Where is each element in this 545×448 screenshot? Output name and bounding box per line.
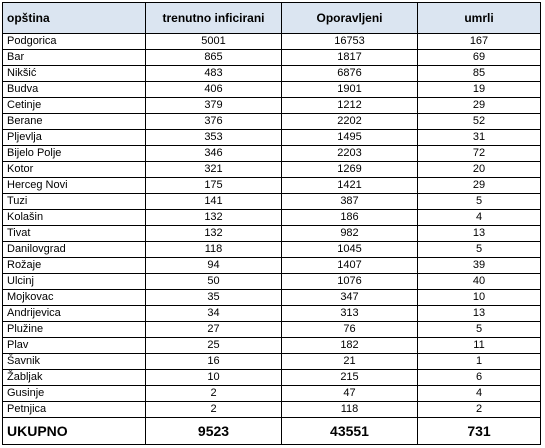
header-recovered: Oporavljeni [282, 3, 418, 34]
table-row [3, 210, 541, 226]
deaths-cell: 29 [418, 178, 541, 194]
table-row [3, 258, 541, 274]
deaths-cell: 1 [418, 354, 541, 370]
table-row [3, 386, 541, 402]
table-row [3, 34, 541, 50]
table-row [3, 322, 541, 338]
recovered-cell: 6876 [282, 66, 418, 82]
recovered-cell: 76 [282, 322, 418, 338]
recovered-cell: 215 [282, 370, 418, 386]
currently-infected-cell: 50 [146, 274, 282, 290]
currently-infected-cell: 118 [146, 242, 282, 258]
total-label: UKUPNO [3, 418, 146, 445]
table-row [3, 50, 541, 66]
header-deaths: umrli [418, 3, 541, 34]
recovered-cell: 313 [282, 306, 418, 322]
recovered-cell: 1269 [282, 162, 418, 178]
recovered-cell: 347 [282, 290, 418, 306]
municipality-name: Žabljak [3, 370, 146, 386]
deaths-cell: 4 [418, 386, 541, 402]
table-row [3, 274, 541, 290]
currently-infected-cell: 27 [146, 322, 282, 338]
table-row [3, 178, 541, 194]
recovered-cell: 982 [282, 226, 418, 242]
table-row [3, 226, 541, 242]
currently-infected-cell: 132 [146, 226, 282, 242]
table-row [3, 130, 541, 146]
table-row [3, 290, 541, 306]
municipality-statistics-table [2, 2, 541, 445]
municipality-name: Gusinje [3, 386, 146, 402]
recovered-cell: 186 [282, 210, 418, 226]
currently-infected-cell: 321 [146, 162, 282, 178]
municipality-name: Tuzi [3, 194, 146, 210]
currently-infected-cell: 16 [146, 354, 282, 370]
deaths-cell: 19 [418, 82, 541, 98]
municipality-name: Petnjica [3, 402, 146, 418]
table-row [3, 242, 541, 258]
total-row [3, 418, 541, 445]
municipality-name: Bijelo Polje [3, 146, 146, 162]
currently-infected-cell: 2 [146, 402, 282, 418]
municipality-name: Berane [3, 114, 146, 130]
deaths-cell: 39 [418, 258, 541, 274]
recovered-cell: 387 [282, 194, 418, 210]
municipality-name: Mojkovac [3, 290, 146, 306]
table-row [3, 354, 541, 370]
municipality-name: Danilovgrad [3, 242, 146, 258]
recovered-cell: 1421 [282, 178, 418, 194]
deaths-cell: 2 [418, 402, 541, 418]
currently-infected-cell: 94 [146, 258, 282, 274]
table-row [3, 194, 541, 210]
currently-infected-cell: 5001 [146, 34, 282, 50]
currently-infected-cell: 379 [146, 98, 282, 114]
table-row [3, 114, 541, 130]
municipality-name: Andrijevica [3, 306, 146, 322]
deaths-cell: 5 [418, 194, 541, 210]
recovered-cell: 1495 [282, 130, 418, 146]
recovered-cell: 1212 [282, 98, 418, 114]
table-body [3, 34, 541, 418]
municipality-name: Cetinje [3, 98, 146, 114]
municipality-name: Šavnik [3, 354, 146, 370]
currently-infected-cell: 25 [146, 338, 282, 354]
table-row [3, 402, 541, 418]
recovered-cell: 1407 [282, 258, 418, 274]
currently-infected-cell: 175 [146, 178, 282, 194]
deaths-cell: 6 [418, 370, 541, 386]
currently-infected-cell: 34 [146, 306, 282, 322]
recovered-cell: 1901 [282, 82, 418, 98]
deaths-cell: 13 [418, 306, 541, 322]
currently-infected-cell: 865 [146, 50, 282, 66]
total-recovered: 43551 [282, 418, 418, 445]
recovered-cell: 21 [282, 354, 418, 370]
currently-infected-cell: 141 [146, 194, 282, 210]
municipality-name: Bar [3, 50, 146, 66]
deaths-cell: 13 [418, 226, 541, 242]
table-row [3, 146, 541, 162]
currently-infected-cell: 376 [146, 114, 282, 130]
table-row [3, 98, 541, 114]
total-deaths: 731 [418, 418, 541, 445]
table-row [3, 162, 541, 178]
recovered-cell: 182 [282, 338, 418, 354]
deaths-cell: 167 [418, 34, 541, 50]
table-row [3, 66, 541, 82]
municipality-name: Ulcinj [3, 274, 146, 290]
table-row [3, 306, 541, 322]
municipality-name: Budva [3, 82, 146, 98]
recovered-cell: 47 [282, 386, 418, 402]
currently-infected-cell: 10 [146, 370, 282, 386]
municipality-name: Plav [3, 338, 146, 354]
deaths-cell: 69 [418, 50, 541, 66]
municipality-name: Pljevlja [3, 130, 146, 146]
table-row [3, 82, 541, 98]
header-currently-infected: trenutno inficirani [146, 3, 282, 34]
municipality-name: Rožaje [3, 258, 146, 274]
deaths-cell: 20 [418, 162, 541, 178]
deaths-cell: 5 [418, 242, 541, 258]
municipality-name: Herceg Novi [3, 178, 146, 194]
currently-infected-cell: 406 [146, 82, 282, 98]
header-municipality: opština [3, 3, 146, 34]
table-header-row [3, 3, 541, 34]
recovered-cell: 1817 [282, 50, 418, 66]
recovered-cell: 16753 [282, 34, 418, 50]
currently-infected-cell: 483 [146, 66, 282, 82]
currently-infected-cell: 2 [146, 386, 282, 402]
deaths-cell: 52 [418, 114, 541, 130]
total-currently-infected: 9523 [146, 418, 282, 445]
table-row [3, 370, 541, 386]
deaths-cell: 10 [418, 290, 541, 306]
recovered-cell: 1076 [282, 274, 418, 290]
recovered-cell: 118 [282, 402, 418, 418]
recovered-cell: 2202 [282, 114, 418, 130]
municipality-name: Nikšić [3, 66, 146, 82]
municipality-name: Kotor [3, 162, 146, 178]
currently-infected-cell: 132 [146, 210, 282, 226]
deaths-cell: 72 [418, 146, 541, 162]
currently-infected-cell: 353 [146, 130, 282, 146]
currently-infected-cell: 35 [146, 290, 282, 306]
deaths-cell: 5 [418, 322, 541, 338]
currently-infected-cell: 346 [146, 146, 282, 162]
deaths-cell: 29 [418, 98, 541, 114]
municipality-name: Podgorica [3, 34, 146, 50]
deaths-cell: 85 [418, 66, 541, 82]
municipality-name: Plužine [3, 322, 146, 338]
deaths-cell: 11 [418, 338, 541, 354]
municipality-name: Tivat [3, 226, 146, 242]
deaths-cell: 4 [418, 210, 541, 226]
deaths-cell: 31 [418, 130, 541, 146]
statistics-table-container [2, 2, 541, 445]
recovered-cell: 2203 [282, 146, 418, 162]
deaths-cell: 40 [418, 274, 541, 290]
table-row [3, 338, 541, 354]
recovered-cell: 1045 [282, 242, 418, 258]
municipality-name: Kolašin [3, 210, 146, 226]
